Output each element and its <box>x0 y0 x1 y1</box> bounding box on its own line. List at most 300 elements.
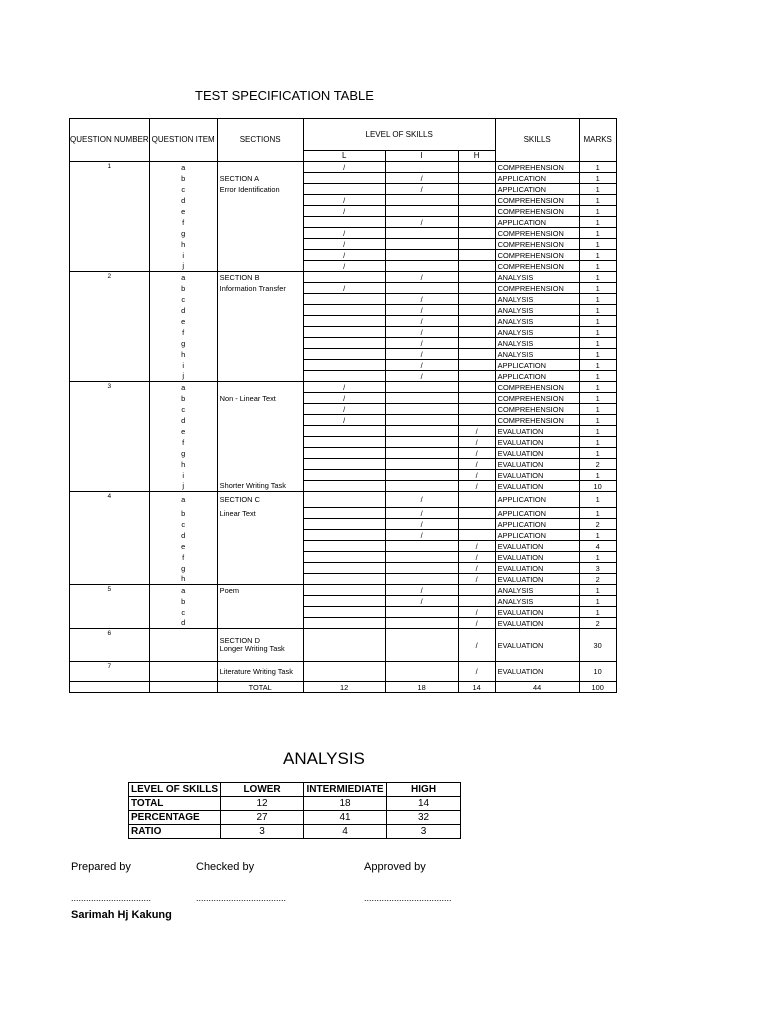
level-i-cell <box>385 250 458 261</box>
question-item-cell: b <box>149 393 217 404</box>
marks-cell: 1 <box>579 393 616 404</box>
question-item-cell: f <box>149 552 217 563</box>
marks-cell: 3 <box>579 563 616 574</box>
skill-cell: EVALUATION <box>495 481 579 492</box>
skill-cell: EVALUATION <box>495 552 579 563</box>
question-item-cell: d <box>149 415 217 426</box>
question-item-cell: c <box>149 184 217 195</box>
level-i-cell: / <box>385 508 458 519</box>
level-l-cell: / <box>303 195 385 206</box>
level-h-cell: / <box>458 426 495 437</box>
marks-cell: 1 <box>579 371 616 382</box>
question-number-cell <box>70 316 150 327</box>
question-number-cell <box>70 250 150 261</box>
total-i: 18 <box>385 682 458 693</box>
skill-cell: APPLICATION <box>495 508 579 519</box>
level-i-cell <box>385 552 458 563</box>
level-l-cell <box>303 360 385 371</box>
total-h: 14 <box>458 682 495 693</box>
level-h-cell <box>458 283 495 294</box>
question-item-cell: a <box>149 585 217 596</box>
level-i-cell: / <box>385 360 458 371</box>
level-i-cell: / <box>385 184 458 195</box>
checked-by-label: Checked by <box>196 861 255 873</box>
total-label: TOTAL <box>217 682 303 693</box>
level-h-cell <box>458 415 495 426</box>
marks-cell: 4 <box>579 541 616 552</box>
level-l-cell: / <box>303 382 385 393</box>
checked-by-signature-line: .................................... <box>196 893 287 903</box>
marks-cell: 1 <box>579 173 616 184</box>
skill-cell: COMPREHENSION <box>495 228 579 239</box>
marks-cell: 1 <box>579 415 616 426</box>
question-number-cell <box>70 349 150 360</box>
level-i-cell <box>385 481 458 492</box>
question-item-cell: e <box>149 206 217 217</box>
skill-cell: EVALUATION <box>495 470 579 481</box>
analysis-title: ANALYSIS <box>283 749 365 768</box>
skill-cell: APPLICATION <box>495 371 579 382</box>
header-question-number: QUESTION NUMBER <box>70 119 150 162</box>
section-cell <box>217 437 303 448</box>
level-l-cell <box>303 585 385 596</box>
level-l-cell: / <box>303 250 385 261</box>
table-row <box>70 448 617 459</box>
table-row <box>70 585 617 596</box>
section-cell: Error Identification <box>217 184 303 195</box>
level-h-cell <box>458 492 495 508</box>
spec-table-body <box>70 162 617 682</box>
level-i-cell <box>385 629 458 662</box>
question-number-cell: 5 <box>70 585 150 596</box>
analysis-high-value: 3 <box>387 825 461 839</box>
table-row <box>70 662 617 682</box>
question-number-cell <box>70 338 150 349</box>
level-l-cell <box>303 629 385 662</box>
section-cell <box>217 404 303 415</box>
level-i-cell <box>385 618 458 629</box>
analysis-row-total <box>129 797 461 811</box>
question-item-cell: b <box>149 596 217 607</box>
section-cell <box>217 470 303 481</box>
skill-cell: APPLICATION <box>495 519 579 530</box>
level-i-cell: / <box>385 596 458 607</box>
analysis-table <box>128 782 461 839</box>
table-row <box>70 305 617 316</box>
question-item-cell: b <box>149 508 217 519</box>
level-h-cell <box>458 206 495 217</box>
analysis-lower-value: 27 <box>221 811 304 825</box>
section-cell: Shorter Writing Task <box>217 481 303 492</box>
analysis-row-percentage <box>129 811 461 825</box>
level-i-cell <box>385 415 458 426</box>
skill-cell: COMPREHENSION <box>495 250 579 261</box>
analysis-row-ratio <box>129 825 461 839</box>
level-i-cell <box>385 541 458 552</box>
marks-cell: 1 <box>579 585 616 596</box>
skill-cell: EVALUATION <box>495 618 579 629</box>
table-row <box>70 393 617 404</box>
marks-cell: 1 <box>579 492 616 508</box>
level-i-cell <box>385 162 458 173</box>
marks-cell: 1 <box>579 305 616 316</box>
section-cell <box>217 349 303 360</box>
table-row <box>70 530 617 541</box>
level-h-cell: / <box>458 541 495 552</box>
question-item-cell <box>149 629 217 662</box>
marks-cell: 2 <box>579 618 616 629</box>
level-l-cell: / <box>303 261 385 272</box>
question-number-cell: 7 <box>70 662 150 682</box>
level-i-cell <box>385 393 458 404</box>
level-l-cell <box>303 552 385 563</box>
level-i-cell <box>385 228 458 239</box>
question-number-cell <box>70 596 150 607</box>
question-number-cell: 3 <box>70 382 150 393</box>
header-question-item: QUESTION ITEM <box>149 119 217 162</box>
level-h-cell: / <box>458 662 495 682</box>
skill-cell: COMPREHENSION <box>495 239 579 250</box>
level-i-cell: / <box>385 173 458 184</box>
level-l-cell: / <box>303 206 385 217</box>
question-number-cell <box>70 448 150 459</box>
level-l-cell <box>303 574 385 585</box>
question-item-cell: e <box>149 541 217 552</box>
section-cell <box>217 415 303 426</box>
table-row <box>70 228 617 239</box>
table-row <box>70 195 617 206</box>
table-row <box>70 184 617 195</box>
level-h-cell <box>458 327 495 338</box>
question-item-cell: d <box>149 195 217 206</box>
level-l-cell <box>303 371 385 382</box>
level-h-cell <box>458 596 495 607</box>
test-specification-table <box>69 118 617 693</box>
section-cell <box>217 250 303 261</box>
section-cell <box>217 371 303 382</box>
question-item-cell: j <box>149 481 217 492</box>
level-l-cell <box>303 618 385 629</box>
marks-cell: 1 <box>579 228 616 239</box>
table-row <box>70 552 617 563</box>
level-i-cell <box>385 574 458 585</box>
level-h-cell <box>458 261 495 272</box>
marks-cell: 1 <box>579 239 616 250</box>
section-cell <box>217 217 303 228</box>
question-item-cell: e <box>149 316 217 327</box>
marks-cell: 1 <box>579 607 616 618</box>
table-row <box>70 415 617 426</box>
question-number-cell <box>70 607 150 618</box>
question-item-cell: g <box>149 448 217 459</box>
analysis-row-label: RATIO <box>129 825 221 839</box>
level-h-cell <box>458 294 495 305</box>
level-h-cell <box>458 371 495 382</box>
level-i-cell: / <box>385 305 458 316</box>
level-h-cell: / <box>458 481 495 492</box>
level-l-cell: / <box>303 393 385 404</box>
question-number-cell <box>70 184 150 195</box>
level-h-cell <box>458 250 495 261</box>
skill-cell: ANALYSIS <box>495 272 579 283</box>
analysis-lower-value: 3 <box>221 825 304 839</box>
table-row <box>70 327 617 338</box>
section-cell <box>217 530 303 541</box>
level-i-cell <box>385 662 458 682</box>
level-h-cell <box>458 173 495 184</box>
question-item-cell: h <box>149 239 217 250</box>
section-cell <box>217 360 303 371</box>
question-number-cell <box>70 217 150 228</box>
level-h-cell <box>458 360 495 371</box>
analysis-high-value: 14 <box>387 797 461 811</box>
level-h-cell <box>458 162 495 173</box>
question-number-cell <box>70 541 150 552</box>
question-number-cell <box>70 305 150 316</box>
marks-cell: 10 <box>579 481 616 492</box>
question-number-cell <box>70 508 150 519</box>
marks-cell: 30 <box>579 629 616 662</box>
level-l-cell <box>303 607 385 618</box>
section-cell <box>217 448 303 459</box>
level-i-cell: / <box>385 349 458 360</box>
level-l-cell: / <box>303 239 385 250</box>
level-h-cell <box>458 530 495 541</box>
level-h-cell <box>458 508 495 519</box>
level-l-cell <box>303 272 385 283</box>
level-i-cell <box>385 426 458 437</box>
skill-cell: COMPREHENSION <box>495 206 579 217</box>
table-row <box>70 206 617 217</box>
header-level-h: H <box>458 151 495 162</box>
table-row <box>70 426 617 437</box>
level-l-cell <box>303 448 385 459</box>
table-row <box>70 470 617 481</box>
section-cell <box>217 426 303 437</box>
level-h-cell <box>458 305 495 316</box>
level-h-cell: / <box>458 618 495 629</box>
table-row <box>70 360 617 371</box>
question-number-cell <box>70 294 150 305</box>
section-cell <box>217 316 303 327</box>
marks-cell: 1 <box>579 195 616 206</box>
section-cell: Poem <box>217 585 303 596</box>
table-row <box>70 607 617 618</box>
skill-cell: APPLICATION <box>495 184 579 195</box>
table-row <box>70 349 617 360</box>
table-row <box>70 173 617 184</box>
level-i-cell: / <box>385 585 458 596</box>
level-l-cell <box>303 184 385 195</box>
skill-cell: EVALUATION <box>495 448 579 459</box>
table-row <box>70 250 617 261</box>
analysis-intermediate-value: 18 <box>304 797 387 811</box>
section-cell <box>217 305 303 316</box>
skill-cell: ANALYSIS <box>495 585 579 596</box>
skill-cell: APPLICATION <box>495 530 579 541</box>
level-l-cell <box>303 327 385 338</box>
question-number-cell <box>70 239 150 250</box>
question-item-cell: i <box>149 360 217 371</box>
level-l-cell <box>303 492 385 508</box>
header-marks: MARKS <box>579 119 616 162</box>
question-number-cell <box>70 283 150 294</box>
level-l-cell <box>303 508 385 519</box>
total-blank-cell <box>149 682 217 693</box>
level-i-cell <box>385 448 458 459</box>
level-h-cell <box>458 519 495 530</box>
question-number-cell: 1 <box>70 162 150 173</box>
marks-cell: 1 <box>579 217 616 228</box>
skill-cell: COMPREHENSION <box>495 382 579 393</box>
marks-cell: 1 <box>579 316 616 327</box>
question-item-cell: f <box>149 327 217 338</box>
question-item-cell: a <box>149 492 217 508</box>
table-row <box>70 261 617 272</box>
section-cell <box>217 596 303 607</box>
question-number-cell <box>70 519 150 530</box>
analysis-header-row <box>129 783 461 797</box>
skill-cell: EVALUATION <box>495 662 579 682</box>
marks-cell: 1 <box>579 530 616 541</box>
skill-cell: ANALYSIS <box>495 294 579 305</box>
table-row <box>70 481 617 492</box>
section-cell <box>217 162 303 173</box>
section-cell: SECTION D Longer Writing Task <box>217 629 303 662</box>
question-number-cell <box>70 426 150 437</box>
section-cell: Literature Writing Task <box>217 662 303 682</box>
analysis-intermediate-value: 4 <box>304 825 387 839</box>
section-cell: Linear Text <box>217 508 303 519</box>
marks-cell: 1 <box>579 552 616 563</box>
level-l-cell <box>303 217 385 228</box>
question-item-cell: a <box>149 272 217 283</box>
level-h-cell <box>458 585 495 596</box>
skill-cell: EVALUATION <box>495 459 579 470</box>
section-cell: Information Transfer <box>217 283 303 294</box>
analysis-lower-value: 12 <box>221 797 304 811</box>
table-row <box>70 563 617 574</box>
question-number-cell: 4 <box>70 492 150 508</box>
skill-cell: APPLICATION <box>495 360 579 371</box>
skill-cell: APPLICATION <box>495 217 579 228</box>
total-row <box>70 682 617 693</box>
level-l-cell <box>303 662 385 682</box>
table-row <box>70 294 617 305</box>
skill-cell: ANALYSIS <box>495 316 579 327</box>
level-i-cell <box>385 283 458 294</box>
level-l-cell <box>303 541 385 552</box>
skill-cell: EVALUATION <box>495 426 579 437</box>
skill-cell: ANALYSIS <box>495 349 579 360</box>
question-number-cell <box>70 415 150 426</box>
level-i-cell: / <box>385 530 458 541</box>
level-h-cell: / <box>458 448 495 459</box>
level-h-cell: / <box>458 552 495 563</box>
level-i-cell <box>385 607 458 618</box>
level-i-cell: / <box>385 272 458 283</box>
question-item-cell: e <box>149 426 217 437</box>
question-item-cell: j <box>149 371 217 382</box>
question-item-cell: c <box>149 294 217 305</box>
question-number-cell <box>70 195 150 206</box>
analysis-header-high: HIGH <box>387 783 461 797</box>
analysis-row-label: TOTAL <box>129 797 221 811</box>
level-h-cell: / <box>458 563 495 574</box>
table-row <box>70 629 617 662</box>
header-level-i: I <box>385 151 458 162</box>
marks-cell: 1 <box>579 404 616 415</box>
section-cell <box>217 338 303 349</box>
level-l-cell <box>303 294 385 305</box>
level-i-cell <box>385 404 458 415</box>
level-i-cell <box>385 206 458 217</box>
question-number-cell <box>70 530 150 541</box>
preparer-name: Sarimah Hj Kakung <box>71 909 172 921</box>
marks-cell: 2 <box>579 459 616 470</box>
level-h-cell <box>458 349 495 360</box>
section-cell <box>217 195 303 206</box>
level-l-cell: / <box>303 228 385 239</box>
level-h-cell <box>458 239 495 250</box>
marks-cell: 1 <box>579 250 616 261</box>
marks-cell: 1 <box>579 596 616 607</box>
level-i-cell <box>385 437 458 448</box>
level-l-cell <box>303 305 385 316</box>
level-i-cell: / <box>385 327 458 338</box>
table-row <box>70 596 617 607</box>
table-row <box>70 371 617 382</box>
approved-by-label: Approved by <box>364 861 426 873</box>
skill-cell: COMPREHENSION <box>495 283 579 294</box>
level-l-cell <box>303 349 385 360</box>
question-item-cell: d <box>149 305 217 316</box>
level-i-cell: / <box>385 316 458 327</box>
level-i-cell: / <box>385 217 458 228</box>
question-item-cell: b <box>149 173 217 184</box>
question-number-cell <box>70 206 150 217</box>
level-h-cell <box>458 382 495 393</box>
question-number-cell <box>70 173 150 184</box>
analysis-header-lower: LOWER <box>221 783 304 797</box>
skill-cell: EVALUATION <box>495 541 579 552</box>
table-row <box>70 508 617 519</box>
table-row <box>70 382 617 393</box>
level-i-cell <box>385 195 458 206</box>
level-h-cell <box>458 184 495 195</box>
marks-cell: 1 <box>579 184 616 195</box>
table-row <box>70 574 617 585</box>
section-cell <box>217 541 303 552</box>
skill-cell: EVALUATION <box>495 563 579 574</box>
level-h-cell: / <box>458 459 495 470</box>
header-sections: SECTIONS <box>217 119 303 162</box>
level-l-cell <box>303 530 385 541</box>
level-l-cell: / <box>303 283 385 294</box>
level-h-cell <box>458 393 495 404</box>
question-item-cell: d <box>149 618 217 629</box>
header-skills: SKILLS <box>495 119 579 162</box>
skill-cell: COMPREHENSION <box>495 261 579 272</box>
skill-cell: ANALYSIS <box>495 596 579 607</box>
level-h-cell: / <box>458 437 495 448</box>
level-i-cell <box>385 470 458 481</box>
marks-cell: 1 <box>579 294 616 305</box>
question-number-cell <box>70 228 150 239</box>
question-number-cell: 6 <box>70 629 150 662</box>
skill-cell: EVALUATION <box>495 607 579 618</box>
question-item-cell: a <box>149 382 217 393</box>
